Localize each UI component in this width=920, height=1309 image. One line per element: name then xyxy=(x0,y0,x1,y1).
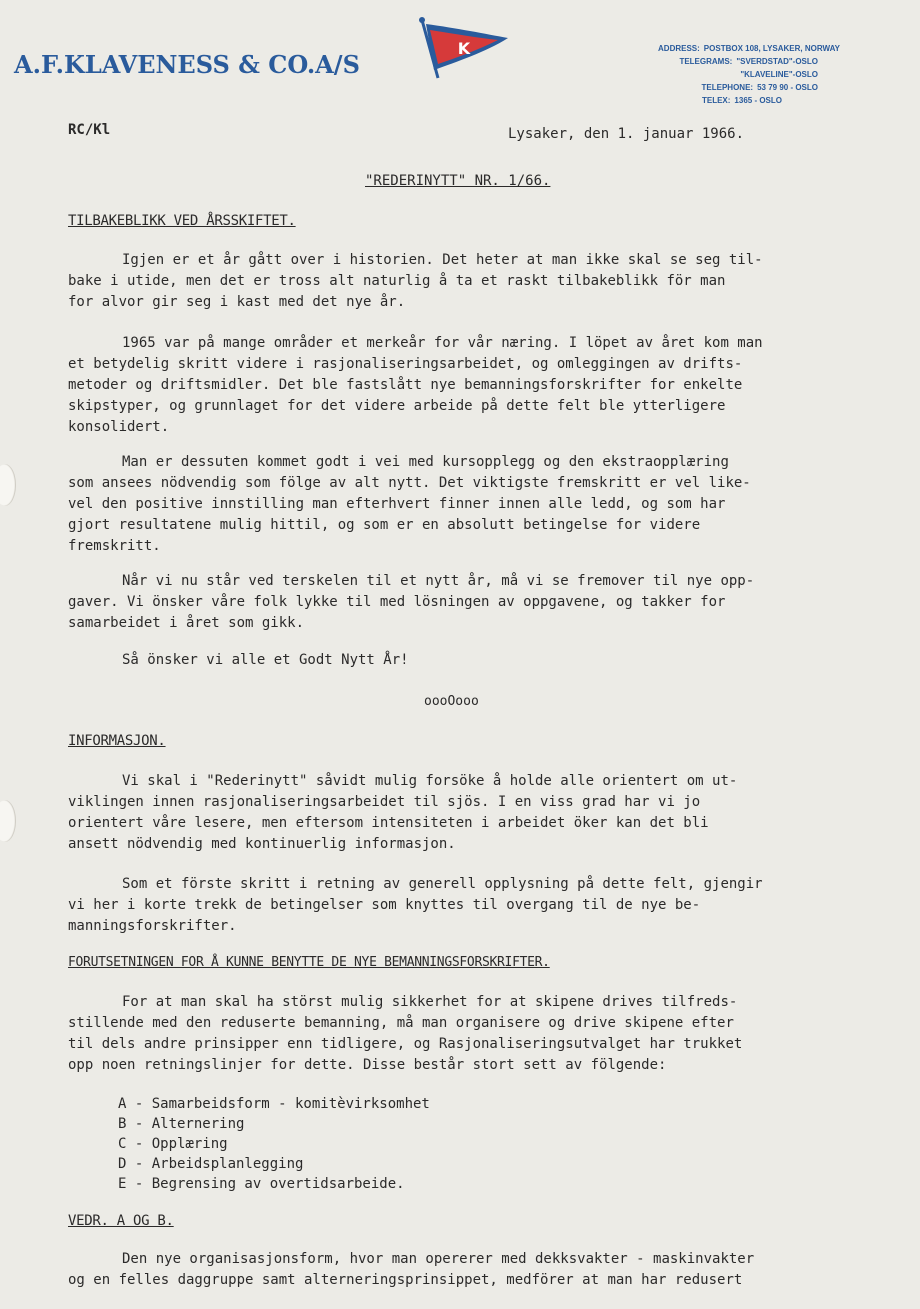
telex-label: TELEX: xyxy=(701,96,731,105)
section-heading: VEDR. A OG B. xyxy=(68,1213,174,1229)
telephone-value: 53 79 90 - OSLO xyxy=(757,83,818,92)
section-heading: FORUTSETNINGEN FOR Å KUNNE BENYTTE DE NYE BEMANNINGSFORSKRIFTER. xyxy=(68,955,550,970)
paragraph: Når vi nu står ved terskelen til et nytt år, må vi se fremover til nye opp- gaver. Vi önsker våre folk lykke til med lösningen av oppgavene, og takker for samarbeidet i året som gikk. xyxy=(68,573,755,631)
paragraph: For at man skal ha störst mulig sikkerhet for at skipene drives tilfreds- stillende med den reduserte bemanning, må man organisere og drive skipene efter til dels andre prinsipper enn tidligere, og Rasjonaliseringsutvalget har trukket opp noen retningslinjer for dette. Disse består stort sett av fölgende: xyxy=(68,994,743,1073)
paragraph: Vi skal i "Rederinytt" såvidt mulig forsöke å holde alle orientert om ut- viklingen innen rasjonaliseringsarbeidet til sjös. I en viss grad har vi jo orientert våre lesere, men eftersom intensiteten i arbeidet öker kan det bli ansett nödvendig med kontinuerlig informasjon. xyxy=(68,773,738,852)
list-item: E - Begrensing av overtidsarbeide. xyxy=(118,1176,405,1192)
paragraph: Igjen er et år gått over i historien. Det heter at man ikke skal se seg til- bake i utide, men det er tross alt naturlig å ta et raskt tilbakeblikk för man for alvor gir seg i kast med det nye år. xyxy=(68,252,763,310)
paragraph: 1965 var på mange områder et merkeår for vår næring. I löpet av året kom man et betydelig skritt videre i rasjonaliseringsarbeidet, og omleggingen av drifts- metoder og driftsmidler. Det ble fastslått nye bemanningsforskrifter for enkelte skipstyper, og grunnlaget for det videre arbeide på dette felt ble ytterligere konsolidert. xyxy=(68,335,763,435)
address-label: ADDRESS: xyxy=(658,44,700,53)
reference-code: RC/Kl xyxy=(68,122,111,138)
list-item: B - Alternering xyxy=(118,1116,245,1132)
list-item: C - Opplæring xyxy=(118,1136,228,1152)
list-item: D - Arbeidsplanlegging xyxy=(118,1156,304,1172)
telephone-label: TELEPHONE: xyxy=(701,83,754,92)
house-flag-icon xyxy=(416,16,512,80)
list-item: A - Samarbeidsform - komitèvirksomhet xyxy=(118,1096,430,1112)
telex-value: 1365 - OSLO xyxy=(734,96,782,105)
date-line: Lysaker, den 1. januar 1966. xyxy=(508,126,745,142)
separator: oooOooo xyxy=(424,694,479,709)
telegrams-value-2: "KLAVELINE"-OSLO xyxy=(740,70,818,79)
punch-hole xyxy=(0,464,16,506)
paragraph: Man er dessuten kommet godt i vei med kursopplegg og den ekstraopplæring som ansees nödvendig som fölge av alt nytt. Det viktigste fremskritt er vel like- vel den positive innstilling man efterhvert finner innen alle ledd, og som har gjort resultatene mulig hittil, og som er en absolutt betingelse for videre fremskritt. xyxy=(68,454,751,554)
flag-letter: K xyxy=(457,39,471,58)
section-heading: TILBAKEBLIKK VED ÅRSSKIFTET. xyxy=(68,213,296,229)
paragraph: Som et förste skritt i retning av generell opplysning på dette felt, gjengir vi her i korte trekk de betingelser som knyttes til overgang til de nye be- manningsforskrifter. xyxy=(68,876,763,934)
paragraph: Den nye organisasjonsform, hvor man opererer med dekksvakter - maskinvakter og en felles daggruppe samt alterneringsprinsippet, medförer at man har redusert xyxy=(68,1251,755,1288)
telegrams-value-1: "SVERDSTAD"-OSLO xyxy=(736,57,818,66)
section-heading: INFORMASJON. xyxy=(68,733,166,749)
company-name: A.F.KLAVENESS & CO.A/S xyxy=(14,50,360,79)
requirements-list xyxy=(118,1094,430,1194)
greeting: Så önsker vi alle et Godt Nytt År! xyxy=(122,652,409,668)
punch-hole xyxy=(0,800,16,842)
newsletter-title: "REDERINYTT" NR. 1/66. xyxy=(365,173,551,189)
telegrams-label: TELEGRAMS: xyxy=(679,57,733,66)
address-value: POSTBOX 108, LYSAKER, NORWAY xyxy=(703,44,840,53)
